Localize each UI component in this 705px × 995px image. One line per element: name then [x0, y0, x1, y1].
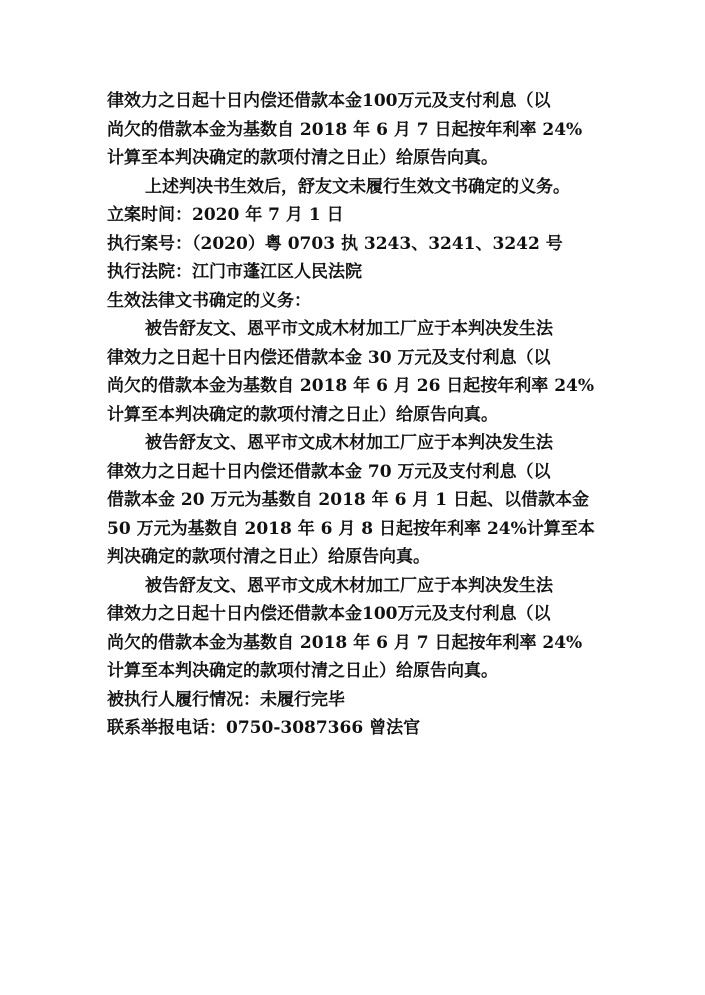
text-line-16: 50 万元为基数自 2018 年 6 月 8 日起按年利率 24%计算至本 [107, 518, 595, 539]
report-phone: 联系举报电话：0750-3087366 曾法官 [107, 718, 421, 738]
text-line-17: 判决确定的款项付清之日止）给原告向真。 [107, 547, 430, 567]
case-number: 执行案号：（2020）粤 0703 执 3243、3241、3242 号 [107, 233, 563, 254]
text-line-1: 律效力之日起十日内偿还借款本金100万元及支付利息（以 [107, 91, 551, 111]
text-line-2: 尚欠的借款本金为基数自 2018 年 6 月 7 日起按年利率 24% [107, 119, 583, 140]
text-line-15: 借款本金 20 万元为基数自 2018 年 6 月 1 日起、以借款本金 [107, 490, 589, 510]
text-line-3: 计算至本判决确定的款项付清之日止）给原告向真。 [107, 148, 498, 168]
obligations-heading: 生效法律文书确定的义务： [107, 290, 311, 311]
performance-status: 被执行人履行情况：未履行完毕 [107, 689, 345, 710]
text-line-13: 被告舒友文、恩平市文成木材加工厂应于本判决发生法 [145, 433, 553, 453]
text-line-14: 律效力之日起十日内偿还借款本金 70 万元及支付利息（以 [107, 461, 551, 482]
text-line-10: 律效力之日起十日内偿还借款本金 30 万元及支付利息（以 [107, 347, 551, 368]
text-line-12: 计算至本判决确定的款项付清之日止）给原告向真。 [107, 404, 498, 425]
document-body [107, 87, 617, 743]
executing-court: 执行法院：江门市蓬江区人民法院 [107, 262, 362, 282]
text-line-18: 被告舒友文、恩平市文成木材加工厂应于本判决发生法 [145, 575, 553, 596]
text-line-11: 尚欠的借款本金为基数自 2018 年 6 月 26 日起按年利率 24% [107, 376, 595, 396]
text-line-20: 尚欠的借款本金为基数自 2018 年 6 月 7 日起按年利率 24% [107, 632, 583, 653]
text-line-9: 被告舒友文、恩平市文成木材加工厂应于本判决发生法 [145, 319, 553, 339]
text-line-4: 上述判决书生效后，舒友文未履行生效文书确定的义务。 [145, 176, 570, 197]
text-line-19: 律效力之日起十日内偿还借款本金100万元及支付利息（以 [107, 604, 551, 624]
text-line-21: 计算至本判决确定的款项付清之日止）给原告向真。 [107, 661, 498, 681]
filing-date: 立案时间：2020 年 7 月 1 日 [107, 205, 344, 225]
